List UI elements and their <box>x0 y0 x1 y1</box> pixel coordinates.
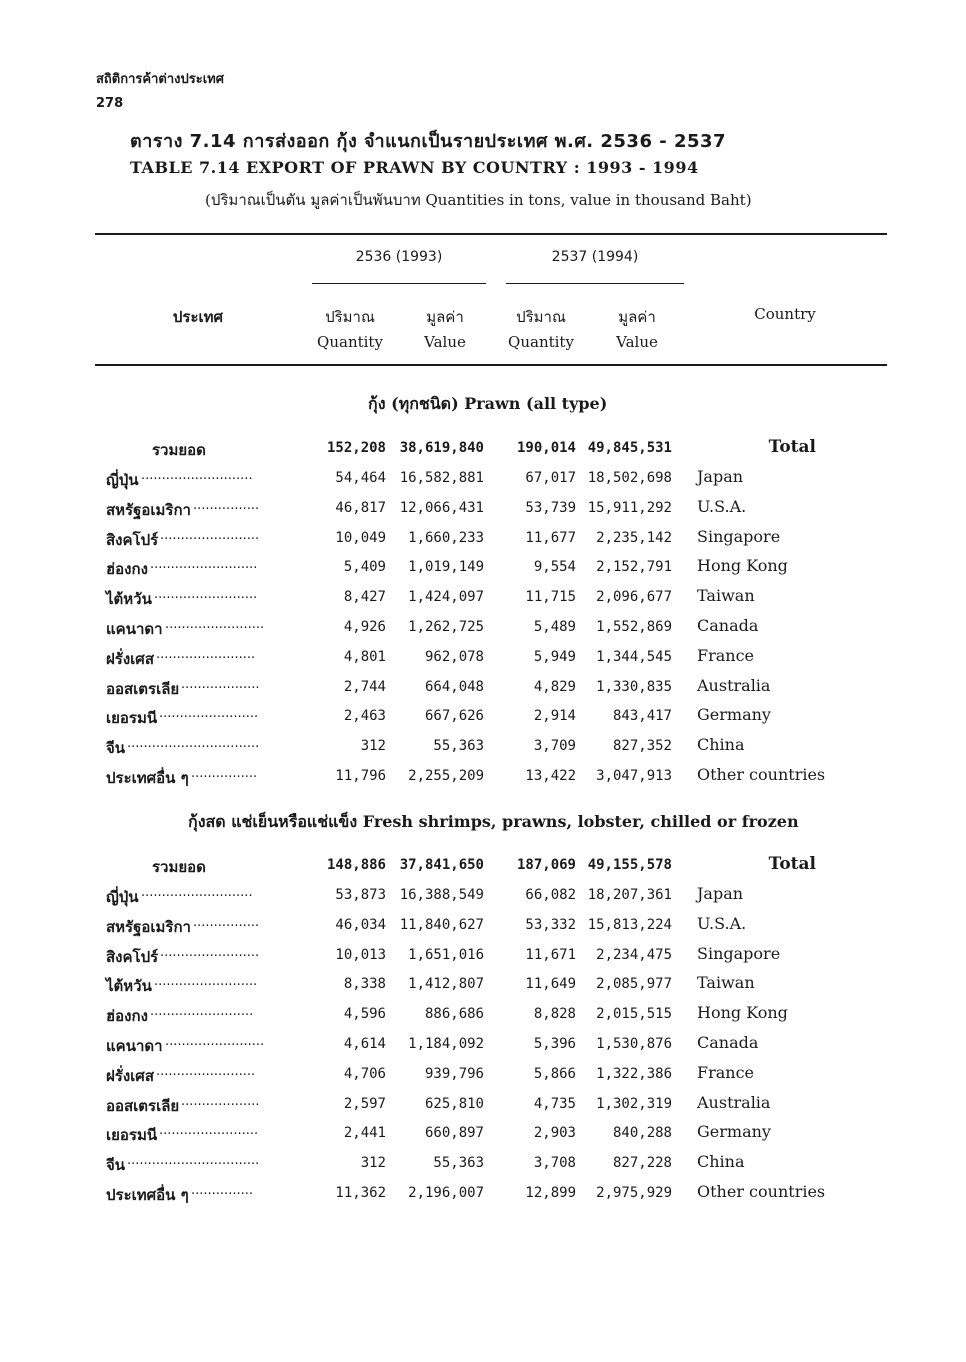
year-1993-header: 2536 (1993) <box>355 249 443 265</box>
country-thai: แคนาดา <box>106 620 163 638</box>
country-thai: ประเทศอื่น ๆ <box>106 769 189 787</box>
year-1994-header: 2537 (1994) <box>551 249 639 265</box>
cell-q1993: 152,208 <box>326 440 386 456</box>
country-english: Japan <box>697 467 744 486</box>
country-thai: ออสเตรเลีย <box>106 1096 180 1115</box>
cell-v1994: 827,352 <box>612 738 672 755</box>
cell-q1993: 46,034 <box>335 916 386 933</box>
table-row <box>0 1092 966 1118</box>
country-thai: ญี่ปุ่น <box>106 471 139 489</box>
cell-v1994: 2,975,929 <box>596 1185 672 1201</box>
leader-dots: ........................... <box>141 468 253 483</box>
cell-v1994: 2,152,791 <box>596 559 672 576</box>
country-thai: ไต้หวัน <box>106 977 152 996</box>
country-thai: ฝรั่งเศส <box>106 649 154 668</box>
total-row <box>0 436 966 462</box>
cell-q1994: 11,715 <box>525 589 576 606</box>
country-thai: จีน <box>106 739 126 758</box>
country-english: Hong Kong <box>697 556 788 576</box>
leader-dots: ........................ <box>156 646 256 662</box>
cell-q1993: 4,926 <box>343 619 386 635</box>
cell-v1993: 11,840,627 <box>399 916 484 933</box>
country-english: Singapore <box>697 526 781 546</box>
cell-v1993: 667,626 <box>424 708 484 725</box>
country-thai: ญี่ปุ่น <box>106 888 139 906</box>
leader-dots: ........................ <box>160 944 260 960</box>
cell-v1993: 12,066,431 <box>399 499 484 516</box>
country-thai: ไต้หวัน <box>106 590 152 609</box>
cell-v1994: 18,502,698 <box>587 470 672 486</box>
book-title: สถิติการค้าต่างประเทศ <box>96 72 224 87</box>
country-thai: รวมยอด <box>152 858 206 876</box>
cell-q1993: 312 <box>360 738 386 755</box>
leader-dots: ......................... <box>154 974 258 990</box>
table-subtitle: (ปริมาณเป็นตัน มูลค่าเป็นพันบาท Quantities in tons, value in thousand Baht) <box>205 191 752 209</box>
cell-q1993: 4,801 <box>343 648 386 665</box>
cell-q1993: 11,362 <box>335 1185 386 1201</box>
country-thai: ฮ่องกง <box>106 1007 148 1026</box>
table-row <box>0 615 966 641</box>
table-title-thai: ตาราง 7.14 การส่งออก กุ้ง จำแนกเป็นรายประเทศ พ.ศ. 2536 - 2537 <box>130 131 727 152</box>
country-english: Other countries <box>697 765 826 784</box>
cell-q1994: 5,489 <box>533 619 576 635</box>
table-row <box>0 1181 966 1207</box>
cell-q1993: 312 <box>360 1155 386 1172</box>
table-row <box>0 1121 966 1147</box>
total-row <box>0 853 966 879</box>
cell-v1993: 1,412,807 <box>408 976 484 993</box>
cell-v1994: 15,911,292 <box>587 499 672 516</box>
country-thai: สหรัฐอเมริกา <box>106 500 191 519</box>
value-1993-header-thai: มูลค่า <box>426 308 464 326</box>
year-1994-rule <box>506 283 684 284</box>
cell-q1994: 67,017 <box>525 470 576 486</box>
cell-q1994: 11,649 <box>525 976 576 993</box>
cell-v1993: 16,582,881 <box>399 470 484 486</box>
cell-q1993: 46,817 <box>335 499 386 516</box>
cell-q1993: 10,013 <box>335 946 386 963</box>
country-english: U.S.A. <box>697 913 747 933</box>
cell-v1993: 625,810 <box>424 1095 484 1112</box>
country-thai: แคนาดา <box>106 1037 163 1055</box>
table-row <box>0 764 966 790</box>
leader-dots: ........................ <box>165 1034 265 1049</box>
country-thai: จีน <box>106 1156 126 1175</box>
cell-v1994: 1,330,835 <box>596 678 672 695</box>
qty-1993-header-thai: ปริมาณ <box>325 308 375 326</box>
cell-q1994: 9,554 <box>533 559 576 576</box>
qty-1994-header-thai: ปริมาณ <box>516 308 566 326</box>
table-row <box>0 555 966 581</box>
cell-q1993: 4,596 <box>343 1006 386 1023</box>
leader-dots: ........................ <box>159 706 259 722</box>
cell-q1994: 12,899 <box>525 1185 576 1201</box>
table-row <box>0 466 966 492</box>
leader-dots: .......................... <box>150 557 258 573</box>
cell-v1993: 1,424,097 <box>408 589 484 606</box>
country-english: Germany <box>697 1122 771 1142</box>
country-english: Taiwan <box>697 973 755 993</box>
table-row <box>0 526 966 552</box>
table-row <box>0 675 966 701</box>
country-thai: ฮ่องกง <box>106 560 148 579</box>
cell-q1994: 5,866 <box>533 1065 576 1082</box>
leader-dots: ........................ <box>165 617 265 632</box>
cell-v1993: 1,660,233 <box>408 529 484 546</box>
year-1993-rule <box>312 283 486 284</box>
cell-v1993: 939,796 <box>424 1065 484 1082</box>
cell-v1994: 2,096,677 <box>596 589 672 606</box>
leader-dots: ........................ <box>156 1063 256 1079</box>
cell-q1993: 4,706 <box>343 1065 386 1082</box>
leader-dots: ................................ <box>127 1153 260 1169</box>
cell-q1993: 2,441 <box>343 1125 386 1142</box>
cell-q1993: 8,427 <box>343 589 386 606</box>
country-thai: ประเทศอื่น ๆ <box>106 1186 189 1204</box>
cell-v1993: 886,686 <box>424 1006 484 1023</box>
cell-v1994: 49,845,531 <box>587 440 672 456</box>
cell-v1994: 18,207,361 <box>587 887 672 903</box>
leader-dots: ............... <box>191 1183 253 1198</box>
cell-v1994: 2,235,142 <box>596 529 672 546</box>
table-row <box>0 1151 966 1177</box>
leader-dots: ................ <box>193 497 260 513</box>
country-english: France <box>697 645 755 665</box>
table-row <box>0 1002 966 1028</box>
leader-dots: ................ <box>191 766 258 781</box>
cell-v1994: 843,417 <box>612 708 672 725</box>
country-english: China <box>697 1152 745 1172</box>
country-thai: เยอรมนี <box>106 709 158 728</box>
table-row <box>0 496 966 522</box>
cell-v1994: 1,530,876 <box>596 1036 672 1052</box>
leader-dots: ........................ <box>160 527 260 543</box>
leader-dots: ........................... <box>141 885 253 900</box>
cell-q1994: 8,828 <box>533 1006 576 1023</box>
cell-q1993: 4,614 <box>343 1036 386 1052</box>
country-english: Canada <box>697 616 759 635</box>
country-thai: สหรัฐอเมริกา <box>106 917 191 936</box>
country-thai: เยอรมนี <box>106 1126 158 1145</box>
cell-q1994: 5,396 <box>533 1036 576 1052</box>
cell-q1994: 3,709 <box>533 738 576 755</box>
cell-v1994: 1,322,386 <box>596 1065 672 1082</box>
table-row <box>0 1062 966 1088</box>
cell-q1994: 66,082 <box>525 887 576 903</box>
cell-q1994: 4,829 <box>533 678 576 695</box>
cell-q1994: 4,735 <box>533 1095 576 1112</box>
cell-v1994: 3,047,913 <box>596 768 672 784</box>
country-thai: รวมยอด <box>152 441 206 459</box>
table-row <box>0 913 966 939</box>
country-thai: ฝรั่งเศส <box>106 1066 154 1085</box>
country-english: Total <box>768 854 816 874</box>
cell-v1994: 1,344,545 <box>596 648 672 665</box>
cell-q1993: 54,464 <box>335 470 386 486</box>
cell-q1993: 53,873 <box>335 887 386 903</box>
cell-v1994: 827,228 <box>612 1155 672 1172</box>
cell-v1993: 38,619,840 <box>399 440 484 456</box>
cell-q1993: 10,049 <box>335 529 386 546</box>
country-english: Australia <box>697 1092 771 1112</box>
cell-q1993: 8,338 <box>343 976 386 993</box>
cell-q1993: 5,409 <box>343 559 386 576</box>
country-english-header: Country <box>754 305 816 323</box>
cell-v1993: 1,019,149 <box>408 559 484 576</box>
table-row <box>0 943 966 969</box>
cell-v1993: 16,388,549 <box>399 887 484 903</box>
cell-v1993: 1,651,016 <box>408 946 484 963</box>
table-title-english: TABLE 7.14 EXPORT OF PRAWN BY COUNTRY : 1993 - 1994 <box>130 158 699 177</box>
cell-v1994: 2,234,475 <box>596 946 672 963</box>
country-english: Australia <box>697 675 771 695</box>
cell-q1994: 53,332 <box>525 916 576 933</box>
cell-v1993: 55,363 <box>433 738 484 755</box>
section-title-fresh-shrimp: กุ้งสด แช่เย็นหรือแช่แข็ง Fresh shrimps, prawns, lobster, chilled or frozen <box>188 812 799 831</box>
cell-q1994: 53,739 <box>525 499 576 516</box>
cell-q1993: 2,597 <box>343 1095 386 1112</box>
cell-q1994: 2,914 <box>533 708 576 725</box>
value-1994-header-thai: มูลค่า <box>618 308 656 326</box>
cell-v1993: 37,841,650 <box>399 857 484 873</box>
cell-q1994: 5,949 <box>533 648 576 665</box>
country-english: Hong Kong <box>697 1003 788 1023</box>
qty-1994-header-en: Quantity <box>508 333 574 351</box>
cell-v1994: 1,552,869 <box>596 619 672 635</box>
table-top-rule <box>95 233 887 235</box>
leader-dots: ................................ <box>127 736 260 752</box>
table-row <box>0 883 966 909</box>
cell-q1994: 187,069 <box>516 857 576 873</box>
cell-q1994: 3,708 <box>533 1155 576 1172</box>
leader-dots: ................ <box>193 914 260 930</box>
cell-q1993: 2,463 <box>343 708 386 725</box>
table-row <box>0 704 966 730</box>
country-english: Other countries <box>697 1182 826 1201</box>
cell-q1994: 13,422 <box>525 768 576 784</box>
cell-q1993: 2,744 <box>343 678 386 695</box>
cell-v1994: 2,015,515 <box>596 1006 672 1023</box>
country-english: China <box>697 735 745 755</box>
leader-dots: ................... <box>181 676 260 692</box>
cell-v1994: 15,813,224 <box>587 916 672 933</box>
cell-q1993: 148,886 <box>326 857 386 873</box>
page-number: 278 <box>96 96 124 111</box>
cell-v1994: 49,155,578 <box>587 857 672 873</box>
cell-v1994: 1,302,319 <box>596 1095 672 1112</box>
value-1994-header-en: Value <box>616 333 658 351</box>
table-row <box>0 585 966 611</box>
header-bottom-rule <box>95 364 887 366</box>
cell-q1994: 2,903 <box>533 1125 576 1142</box>
leader-dots: ......................... <box>150 1004 254 1020</box>
table-row <box>0 972 966 998</box>
country-english: Germany <box>697 705 771 725</box>
cell-v1993: 2,196,007 <box>408 1185 484 1201</box>
country-english: Taiwan <box>697 586 755 606</box>
cell-v1993: 664,048 <box>424 678 484 695</box>
country-thai-header: ประเทศ <box>172 308 224 326</box>
leader-dots: ......................... <box>154 587 258 603</box>
table-row <box>0 734 966 760</box>
country-thai: สิงคโปร์ <box>106 530 159 549</box>
leader-dots: ................... <box>181 1093 260 1109</box>
cell-v1994: 840,288 <box>612 1125 672 1142</box>
country-english: France <box>697 1062 755 1082</box>
cell-q1993: 11,796 <box>335 768 386 784</box>
country-thai: ออสเตรเลีย <box>106 679 180 698</box>
cell-v1993: 962,078 <box>424 648 484 665</box>
qty-1993-header-en: Quantity <box>317 333 383 351</box>
cell-v1993: 1,184,092 <box>408 1036 484 1052</box>
section-title-prawn-all: กุ้ง (ทุกชนิด) Prawn (all type) <box>368 394 608 413</box>
cell-v1993: 2,255,209 <box>408 768 484 784</box>
table-row <box>0 645 966 671</box>
table-row <box>0 1032 966 1058</box>
country-english: Canada <box>697 1033 759 1052</box>
value-1993-header-en: Value <box>424 333 466 351</box>
country-english: U.S.A. <box>697 496 747 516</box>
cell-v1993: 1,262,725 <box>408 619 484 635</box>
cell-v1993: 660,897 <box>424 1125 484 1142</box>
cell-v1994: 2,085,977 <box>596 976 672 993</box>
country-thai: สิงคโปร์ <box>106 947 159 966</box>
cell-q1994: 11,671 <box>525 946 576 963</box>
country-english: Japan <box>697 884 744 903</box>
leader-dots: ........................ <box>159 1123 259 1139</box>
country-english: Singapore <box>697 943 781 963</box>
country-english: Total <box>768 437 816 457</box>
cell-q1994: 190,014 <box>516 440 576 456</box>
cell-v1993: 55,363 <box>433 1155 484 1172</box>
cell-q1994: 11,677 <box>525 529 576 546</box>
